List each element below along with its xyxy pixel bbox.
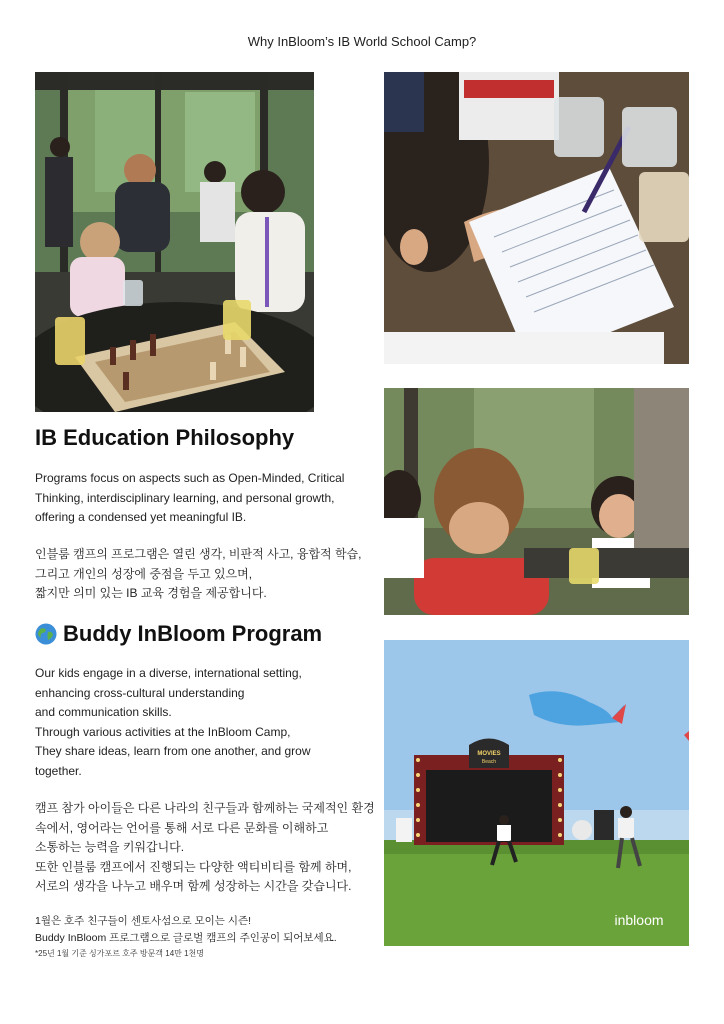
text-line: offering a condensed yet meaningful IB. (35, 510, 247, 524)
season-note (35, 913, 380, 960)
text-line: 서로의 생각을 나누고 배우며 함께 성장하는 시간을 갖습니다. (35, 879, 352, 893)
ib-philosophy-heading: IB Education Philosophy (35, 425, 295, 450)
text-line: 1월은 호주 친구들이 센토사섬으로 모이는 시즌! (35, 915, 252, 927)
text-line: 또한 인블룸 캠프에서 진행되는 다양한 액티비티를 함께 하며, (35, 859, 352, 874)
text-line: 그리고 개인의 성장에 중점을 두고 있으며, (35, 566, 253, 581)
text-line: enhancing cross-cultural understanding (35, 685, 245, 700)
text-line: 짧지만 의미 있는 IB 교육 경험을 제공합니다. (35, 586, 267, 600)
text-line: and communication skills. (35, 705, 172, 719)
buddy-korean-text (35, 799, 380, 897)
movies-sign-text: MOVIES (477, 751, 501, 757)
photo-kids-at-table (384, 388, 689, 615)
photo-child-writing-worksheet (384, 72, 689, 364)
page-title: Why InBloom’s IB World School Camp? (247, 34, 477, 49)
inbloom-watermark: inbloom (614, 912, 664, 928)
text-line: 인블룸 캠프의 프로그램은 열린 생각, 비판적 사고, 융합적 학습, (35, 547, 362, 561)
text-line: Through various activities at the InBloom Camp, (35, 724, 291, 739)
buddy-english-text (35, 664, 380, 781)
photo-kids-flying-kite (384, 640, 689, 946)
ib-korean-text (35, 545, 380, 604)
text-line: Our kids engage in a diverse, international setting, (35, 666, 302, 680)
globe-icon (35, 623, 57, 645)
text-line: Programs focus on aspects such as Open-Minded, Critical (35, 471, 345, 485)
buddy-program-heading (35, 621, 322, 647)
text-line: 속에서, 영어라는 언어를 통해 서로 다른 문화를 이해하고 (35, 820, 329, 835)
text-line: 캠프 참가 아이들은 다른 나라의 친구들과 함께하는 국제적인 환경 (35, 801, 375, 815)
photo-children-playing-chess (35, 72, 314, 412)
buddy-heading-text: Buddy InBloom Program (63, 621, 323, 646)
text-line: together. (35, 763, 82, 778)
text-line: Thinking, interdisciplinary learning, and personal growth, (35, 490, 335, 505)
text-line: 소통하는 능력을 키워갑니다. (35, 840, 185, 854)
ib-english-text (35, 469, 380, 528)
movies-sign-subtext: Beach (481, 759, 497, 765)
text-line: They share ideas, learn from one another, and grow (35, 744, 311, 758)
footnote: *25년 1월 기준 싱가포르 호주 방문객 14만 1천명 (35, 949, 205, 958)
text-line: Buddy InBloom 프로그램으로 글로벌 캠프의 주인공이 되어보세요. (35, 932, 337, 944)
